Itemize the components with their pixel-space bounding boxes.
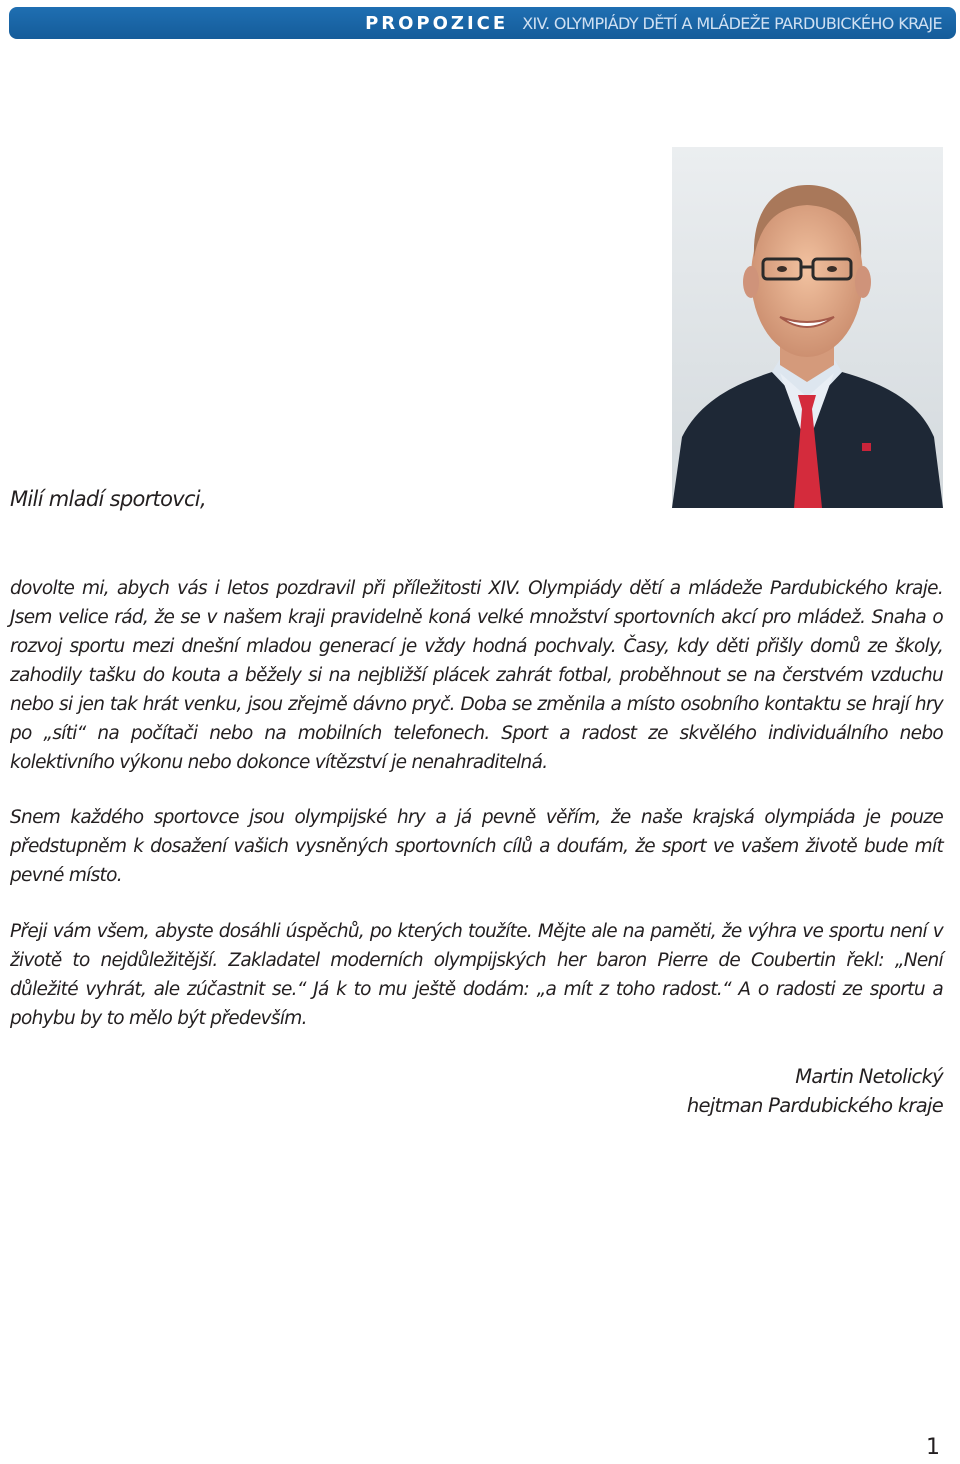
- portrait-photo-icon: [672, 147, 943, 508]
- paragraph-3: Přeji vám všem, abyste dosáhli úspěchů, po kterých toužíte. Mějte ale na paměti, že výhra ve sportu není v životě to nejdůležitější. Zakladatel moderních olympijských her baron Pierre de Coubertin řekl: „Není důležité vyhrát, ale zúčastnit se.“ Já k to mu ještě dodám: „a mít z toho radost.“ A o radosti ze sportu a pohybu by to mělo být především.: [10, 921, 943, 1029]
- portrait-photo: [672, 147, 943, 508]
- header-title-bold: PROPOZICE: [365, 12, 509, 34]
- header-bar: [9, 7, 956, 39]
- paragraph-1: dovolte mi, abych vás i letos pozdravil při příležitosti XIV. Olympiády dětí a mládeže Pardubického kraje. Jsem velice rád, že se v našem kraji pravidelně koná velké množství sportovních akcí pro mládež. Snaha o rozvoj sportu mezi dnešní mladou generací je vždy hodná pochvaly. Časy, kdy děti přišly domů ze školy, zahodily tašku do kouta a běžely si na nejbližší plácek zahrát fotbal, proběhnout se na čerstvém vzduchu nebo si jen tak hrát venku, jsou zřejmě dávno pryč. Doba se změnila a místo osobního kontaktu se hrají hry po „síti“ na počítači nebo na mobilních telefonech. Sport a radost ze skvělého individuálního nebo kolektivního výkonu nebo dokonce vítězství je nenahraditelná.: [10, 578, 943, 773]
- signature-role: hejtman Pardubického kraje: [686, 1094, 943, 1117]
- signature: [687, 1062, 943, 1120]
- greeting: Milí mladí sportovci,: [10, 487, 206, 511]
- page-number: 1: [926, 1435, 940, 1460]
- header-title-rest: XIV. OLYMPIÁDY DĚTÍ A MLÁDEŽE PARDUBICKÉHO KRAJE: [522, 13, 942, 33]
- signature-name: Martin Netolický: [795, 1065, 943, 1088]
- paragraph-2: Snem každého sportovce jsou olympijské hry a já pevně věřím, že naše krajská olympiáda je pouze předstupněm k dosažení vašich vysněných sportovních cílů a doufám, že sport ve vašem životě bude mít pevné místo.: [10, 807, 943, 886]
